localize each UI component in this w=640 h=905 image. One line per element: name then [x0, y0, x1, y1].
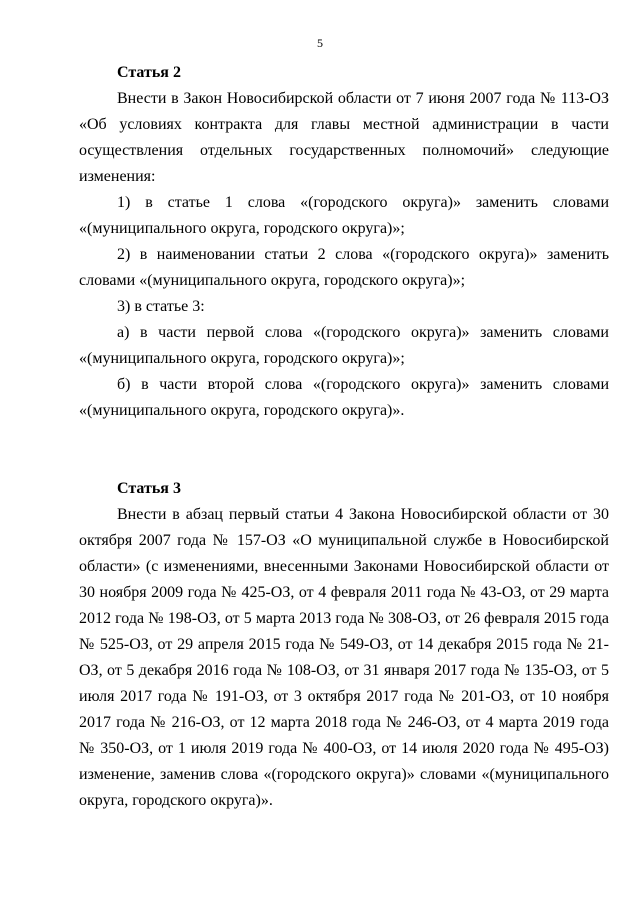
article-2-intro: Внести в Закон Новосибирской области от 7 июня 2007 года № 113-ОЗ «Об условиях контракта для главы местной администрации в части осуществления отдельных государственных полномочий» следующие изменения:	[79, 90, 609, 185]
article-2-heading: Статья 2	[117, 64, 181, 81]
page-number: 5	[317, 36, 323, 50]
document-body	[79, 60, 609, 814]
article-2-item-3a: а) в части первой слова «(городского округа)» заменить словами «(муниципального округа, городского округа)»;	[79, 324, 609, 367]
article-2-item-2: 2) в наименовании статьи 2 слова «(городского округа)» заменить словами «(муниципального округа, городского округа)»;	[79, 246, 609, 289]
article-3-text: Внести в абзац первый статьи 4 Закона Новосибирской области от 30 октября 2007 года № 157-ОЗ «О муниципальной службе в Новосибирской области» (с изменениями, внесенными Законами Новосибирской области от 30 ноября 2009 года № 425-ОЗ, от 4 февраля 2011 года № 43-ОЗ, от 29 марта 2012 года № 198-ОЗ, от 5 марта 2013 года № 308-ОЗ, от 26 февраля 2015 года № 525-ОЗ, от 29 апреля 2015 года № 549-ОЗ, от 14 декабря 2015 года № 21-ОЗ, от 5 декабря 2016 года № 108-ОЗ, от 31 января 2017 года № 135-ОЗ, от 5 июля 2017 года № 191-ОЗ, от 3 октября 2017 года № 201-ОЗ, от 10 ноября 2017 года № 216-ОЗ, от 12 марта 2018 года № 246-ОЗ, от 4 марта 2019 года № 350-ОЗ, от 1 июля 2019 года № 400-ОЗ, от 14 июля 2020 года № 495-ОЗ) изменение, заменив слова «(городского округа)» словами «(муниципального округа, городского округа)».	[79, 506, 609, 809]
article-2-item-3b: б) в части второй слова «(городского округа)» заменить словами «(муниципального округа, городского округа)».	[79, 376, 609, 419]
article-3-heading: Статья 3	[117, 480, 181, 497]
section-gap	[79, 424, 609, 476]
article-2-item-1: 1) в статье 1 слова «(городского округа)» заменить словами «(муниципального округа, городского округа)»;	[79, 194, 609, 237]
article-2-item-3: 3) в статье 3:	[117, 298, 205, 315]
